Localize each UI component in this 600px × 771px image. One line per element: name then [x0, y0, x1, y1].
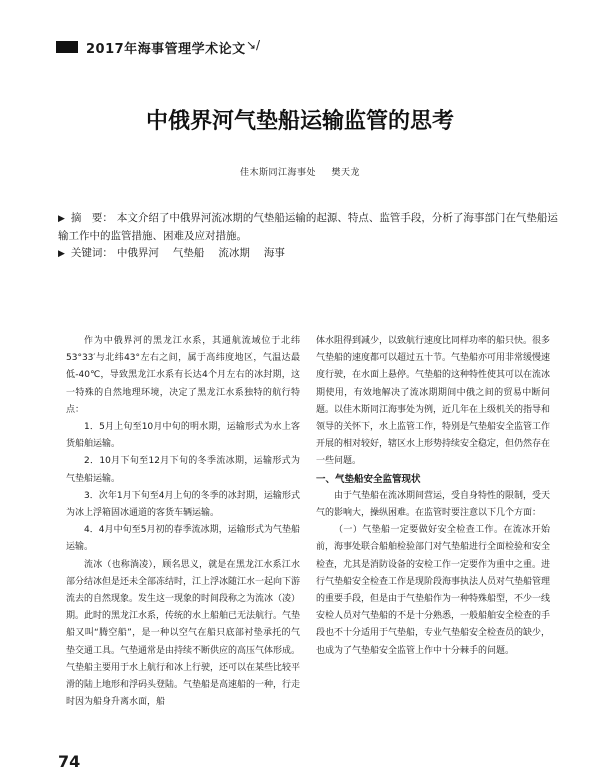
abstract-label: 摘 要：: [70, 212, 113, 224]
body-paragraph: 4．4月中旬至5月初的春季流冰期，运输形式为气垫船运输。: [66, 525, 300, 553]
body-paragraph: 由于气垫船在流冰期间营运，受自身特性的限制，受天气的影响大，操纵困难。在监管时要注意以下几个方面：: [316, 490, 551, 519]
author-affiliation: 佳木斯同江海事处: [240, 168, 317, 178]
right-column: [316, 333, 550, 660]
body-paragraph: 体水阻得到减少，以致航行速度比同样功率的船只快。很多气垫船的速度都可以超过五十节。气垫船亦可用非常缓慢速度行驶，在水面上悬停。气垫船的这种特性使其可以在流冰期使用，有效地解决了流冰期期间中俄之间的贸易中断问题。以佳木斯同江海事处为例，近几年在上级机关的指导和领导的关怀下，水上监管工作，特别是气垫船安全监管工作开展的相对较好，辖区水上形势持续安全稳定，但仍然存在一些问题。: [316, 336, 551, 467]
author-line: [0, 165, 600, 178]
abstract-text: 本文介绍了中俄界河流冰期的气垫船运输的起源、特点、监管手段，分析了海事部门在气垫船运输工作中的监管措施、困难及应对措施。: [58, 212, 558, 242]
keyword: 海事: [263, 247, 285, 259]
body-paragraph: 作为中俄界河的黑龙江水系，其通航流域位于北纬53°33′与北纬43°左右之间，属于高纬度地区，气温达最低-40℃，导致黑龙江水系有长达4个月左右的冰封期，这一特殊的自然地理环境，决定了黑龙江水系独特的航行特点：: [66, 336, 300, 415]
author-name: 樊天龙: [331, 168, 360, 178]
abstract-paragraph: [58, 210, 568, 245]
keywords-paragraph: [58, 245, 568, 263]
running-title: 2017年海事管理学术论文: [86, 42, 246, 57]
body-paragraph: 2．10月下旬至12月下旬的冬季流冰期，运输形式为气垫船运输。: [66, 456, 300, 484]
article-title: 中俄界河气垫船运输监管的思考: [145, 109, 454, 134]
abstract-block: [58, 210, 568, 263]
section-heading: 一、气垫船安全监管现状: [316, 473, 421, 485]
left-column: [66, 333, 300, 711]
header-mark: ↘/: [246, 38, 261, 52]
keywords-label: 关键词：: [70, 247, 113, 259]
header-bar-decoration: [56, 41, 78, 53]
keyword: 气垫船: [172, 247, 205, 259]
running-header: [56, 38, 556, 58]
keyword: 流冰期: [218, 247, 250, 259]
body-paragraph: （一）气垫船一定要做好安全检查工作。在流冰开始前，海事处联合船舶检验部门对气垫船进行全面检验和安全检查，尤其是消防设备的安检工作一定要作为重中之重。进行气垫船安全检查工作是现阶段海事执法人员对气垫船管理的重要手段，但是由于气垫船作为一种特殊船型，不少一线安检人员对气垫船的不是十分熟悉，一般船舶安全检查的手段也不十分适用于气垫船，专业气垫船安全检查员的缺少，也成为了气垫船安全监管上作中十分棘手的问题。: [316, 525, 551, 656]
triangle-bullet-icon: ▶: [58, 249, 65, 259]
body-paragraph: 3．次年1月下旬至4月上旬的冬季的冰封期，运输形式为冰上浮箱固冰通道的客货车辆运输。: [66, 490, 300, 519]
body-paragraph: 1．5月上旬至10月中旬的明水期，运输形式为水上客货船舶运输。: [66, 422, 300, 450]
triangle-bullet-icon: ▶: [58, 214, 65, 224]
keyword: 中俄界河: [116, 247, 159, 259]
body-paragraph: 流冰（也称淌凌），顾名思义，就是在黑龙江水系江水部分结冰但是还未全部冻结时，江上浮冰随江水一起向下游流去的自然现象。发生这一现象的时间段称之为流冰（凌）期。此时的黑龙江水系，传统的水上船舶已无法航行。气垫船又叫“腾空船”，是一种以空气在船只底部衬垫承托的气垫交通工具。气垫通常是由持续不断供应的高压气体形成。气垫船主要用于水上航行和冰上行驶，还可以在某些比较平滑的陆上地形和浮码头登陆。气垫船是高速船的一种，行走时因为船身升离水面，船: [66, 559, 301, 708]
page-number: 74: [58, 752, 81, 771]
